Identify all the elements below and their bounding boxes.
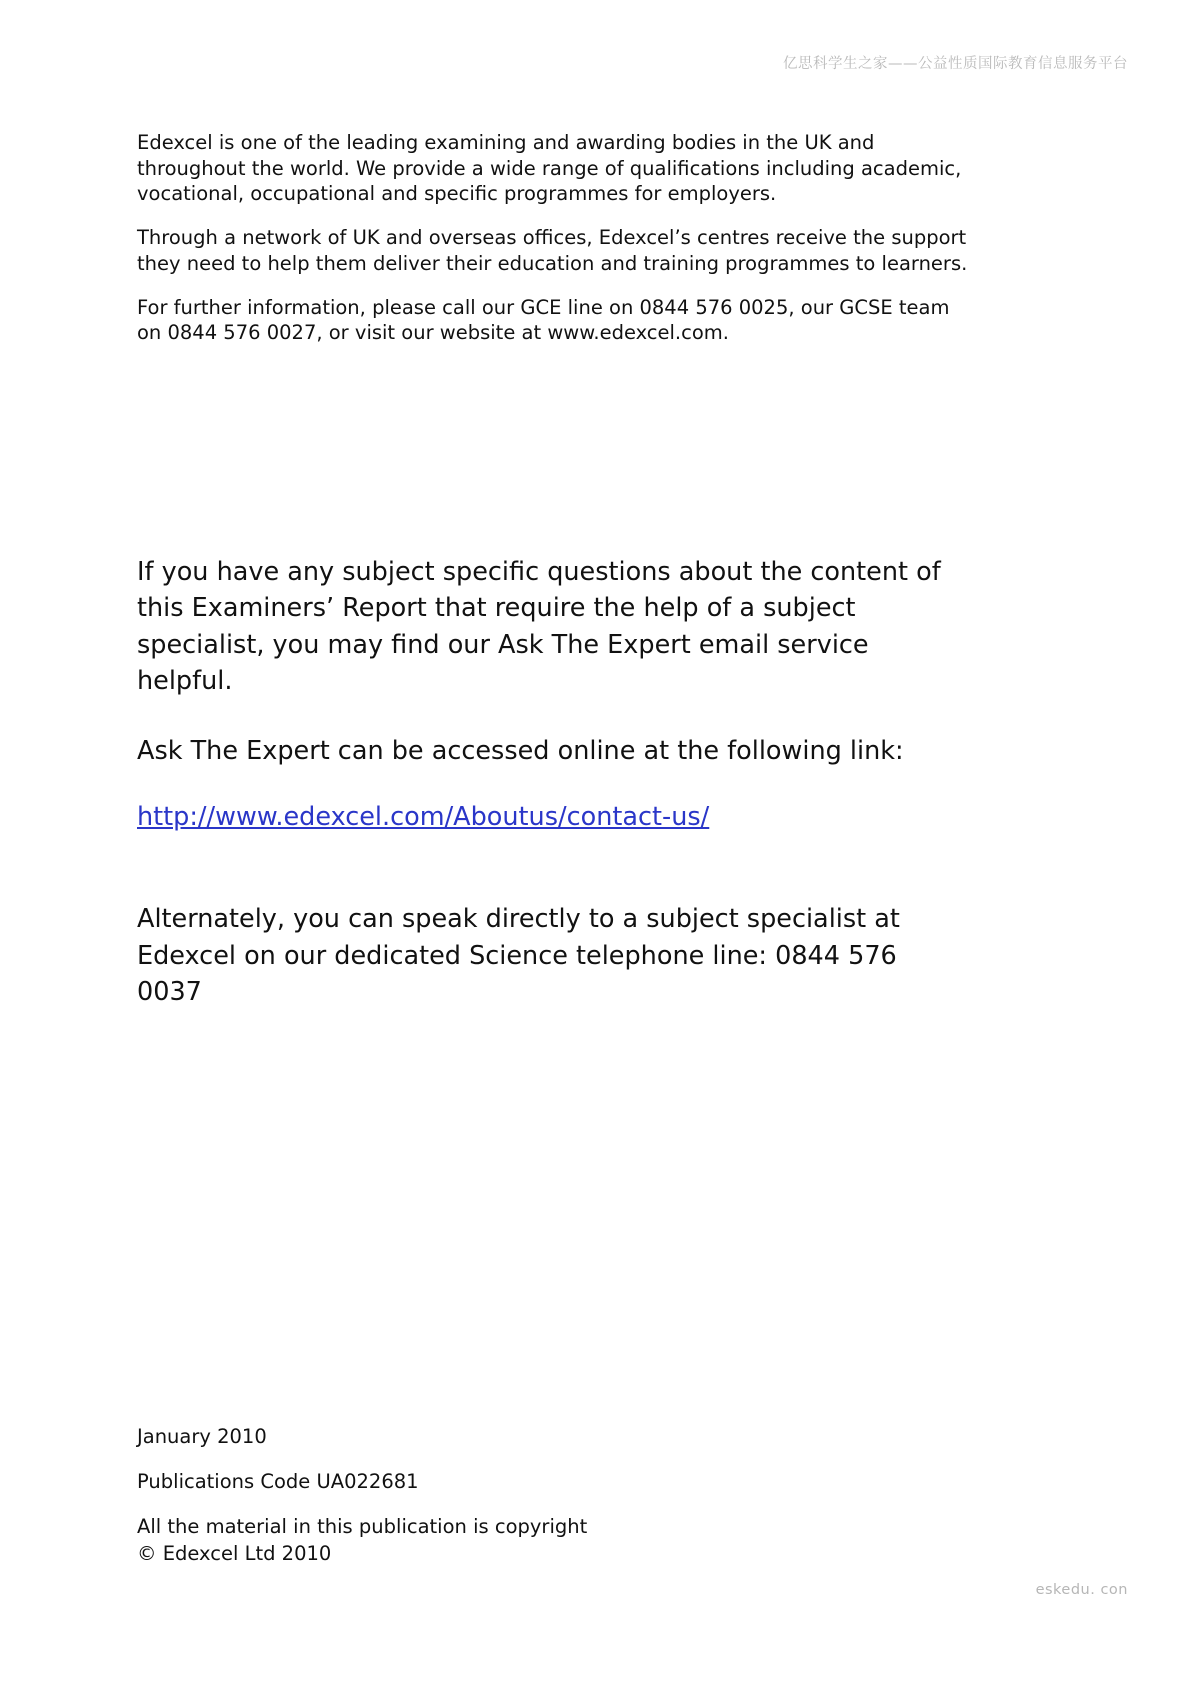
intro-section xyxy=(137,130,977,346)
spacer-4 xyxy=(137,835,977,901)
spacer-2 xyxy=(137,699,977,733)
contact-link-line xyxy=(137,799,977,835)
footer-date: January 2010 xyxy=(137,1425,267,1448)
footer-copyright xyxy=(137,1514,837,1568)
intro-paragraph-3: For further information, please call our GCE line on 0844 576 0025, our GCSE team on 0844 576 0027, or visit our website at www.edexcel.com. xyxy=(137,295,950,345)
ask-the-expert-access-line: Ask The Expert can be accessed online at the following link: xyxy=(137,735,904,766)
spacer-1 xyxy=(137,346,977,554)
watermark-bottom: eskedu. con xyxy=(1035,1582,1128,1598)
ask-the-expert-intro: If you have any subject specific questions about the content of this Examiners’ Report that require the help of a subject specialist, you may find our Ask The Expert email service helpful. xyxy=(137,557,941,696)
page-content xyxy=(137,130,977,1010)
watermark-top: 亿思科学生之家——公益性质国际教育信息服务平台 xyxy=(783,56,1128,72)
footer-publication-code: Publications Code UA022681 xyxy=(137,1469,419,1493)
document-footer xyxy=(137,1424,837,1568)
ask-the-expert-link[interactable]: http://www.edexcel.com/Aboutus/contact-us/ xyxy=(137,802,710,833)
intro-paragraph-1: Edexcel is one of the leading examining and awarding bodies in the UK and throughout the world. We provide a wide range of qualifications including academic, vocational, occupational and specific programmes for employers. xyxy=(137,131,962,206)
intro-paragraph-2: Through a network of UK and overseas offices, Edexcel’s centres receive the support they need to help them deliver their education and training programmes to learners. xyxy=(137,226,968,275)
alternate-contact-paragraph: Alternately, you can speak directly to a subject specialist at Edexcel on our dedicated Science telephone line: 0844 576 0037 xyxy=(137,904,900,1007)
footer-copyright-line-1: All the material in this publication is copyright xyxy=(137,1514,588,1538)
footer-copyright-line-2: © Edexcel Ltd 2010 xyxy=(137,1541,332,1565)
spacer-3 xyxy=(137,769,977,799)
